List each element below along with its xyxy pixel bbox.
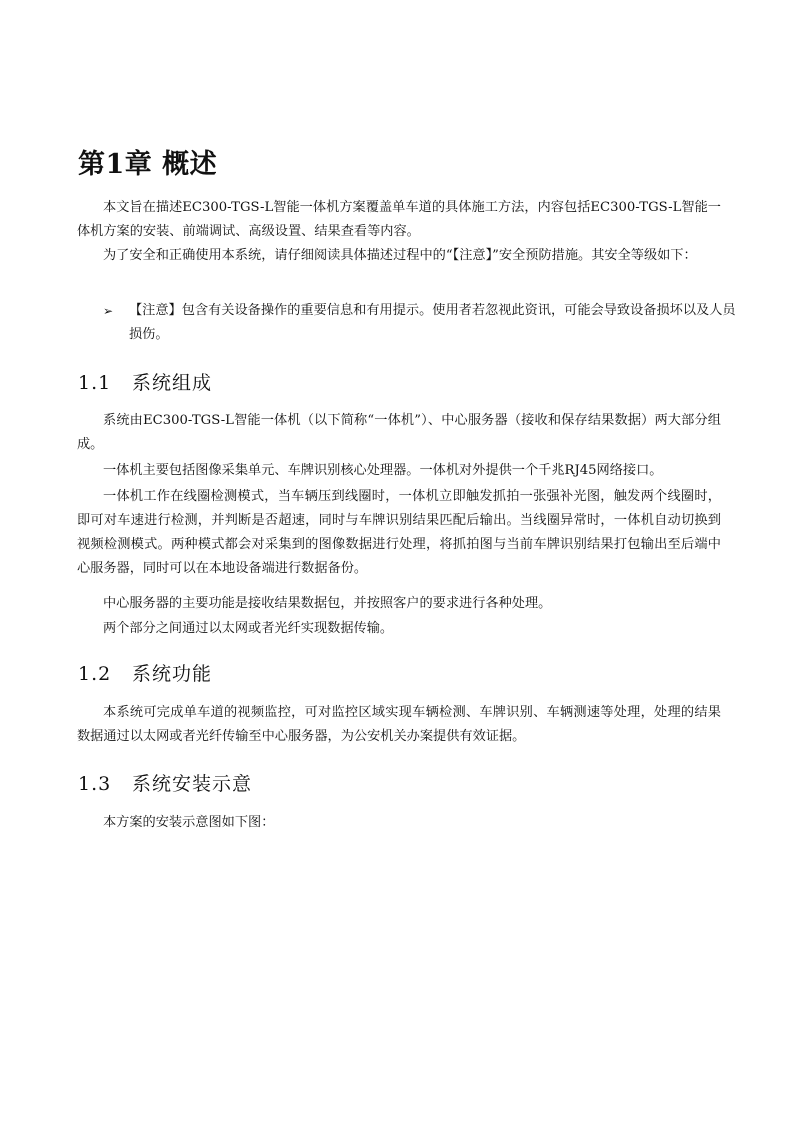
notice-bullet-item bbox=[103, 299, 747, 347]
section-1-1-paragraph-4: 中心服务器的主要功能是接收结果数据包，并按照客户的要求进行各种处理。 bbox=[103, 596, 552, 611]
bullet-arrow-icon: ➢ bbox=[103, 304, 114, 318]
section-number: 1.3 bbox=[78, 773, 112, 795]
section-heading-1-3 bbox=[78, 769, 252, 796]
section-number: 1.1 bbox=[78, 372, 112, 394]
section-1-1-paragraph-5: 两个部分之间通过以太网或者光纤实现数据传输。 bbox=[103, 621, 394, 636]
intro-paragraph-1: 本文旨在描述EC300-TGS-L智能一体机方案覆盖单车道的具体施工方法，内容包括EC300-TGS-L智能一体机方案的安装、前端调试、高级设置、结果查看等内容。 bbox=[77, 200, 721, 239]
section-1-1-paragraph-3: 一体机工作在线圈检测模式，当车辆压到线圈时，一体机立即触发抓拍一张强补光图，触发两个线圈时，即可对车速进行检测，并判断是否超速，同时与车牌识别结果匹配后输出。当线圈异常时，一体机自动切换到视频检测模式。两种模式都会对采集到的图像数据进行处理，将抓拍图与当前车牌识别结果打包输出至后端中心服务器，同时可以在本地设备端进行数据备份。 bbox=[77, 489, 721, 576]
section-heading-1-1 bbox=[78, 368, 212, 395]
notice-bullet-text: 【注意】包含有关设备操作的重要信息和有用提示。使用者若忽视此资讯，可能会导致设备损坏以及人员损伤。 bbox=[129, 303, 736, 342]
section-title: 系统功能 bbox=[132, 663, 213, 685]
section-number: 1.2 bbox=[78, 663, 112, 685]
chapter-title: 第1章 概述 bbox=[78, 149, 218, 180]
section-1-2-paragraph-1: 本系统可完成单车道的视频监控，可对监控区域实现车辆检测、车牌识别、车辆测速等处理，处理的结果数据通过以太网或者光纤传输至中心服务器，为公安机关办案提供有效证据。 bbox=[77, 705, 721, 744]
section-1-3-paragraph-1: 本方案的安装示意图如下图： bbox=[103, 815, 275, 830]
section-title: 系统组成 bbox=[132, 372, 213, 394]
section-1-1-paragraph-2: 一体机主要包括图像采集单元、车牌识别核心处理器。一体机对外提供一个千兆RJ45网络接口。 bbox=[103, 463, 663, 478]
section-heading-1-2 bbox=[78, 659, 212, 686]
intro-paragraph-2: 为了安全和正确使用本系统，请仔细阅读具体描述过程中的“【注意】”安全预防措施。其安全等级如下： bbox=[103, 248, 697, 263]
section-title: 系统安装示意 bbox=[132, 773, 253, 795]
section-1-1-paragraph-1: 系统由EC300-TGS-L智能一体机（以下简称“一体机”）、中心服务器（接收和保存结果数据）两大部分组成。 bbox=[77, 413, 721, 452]
